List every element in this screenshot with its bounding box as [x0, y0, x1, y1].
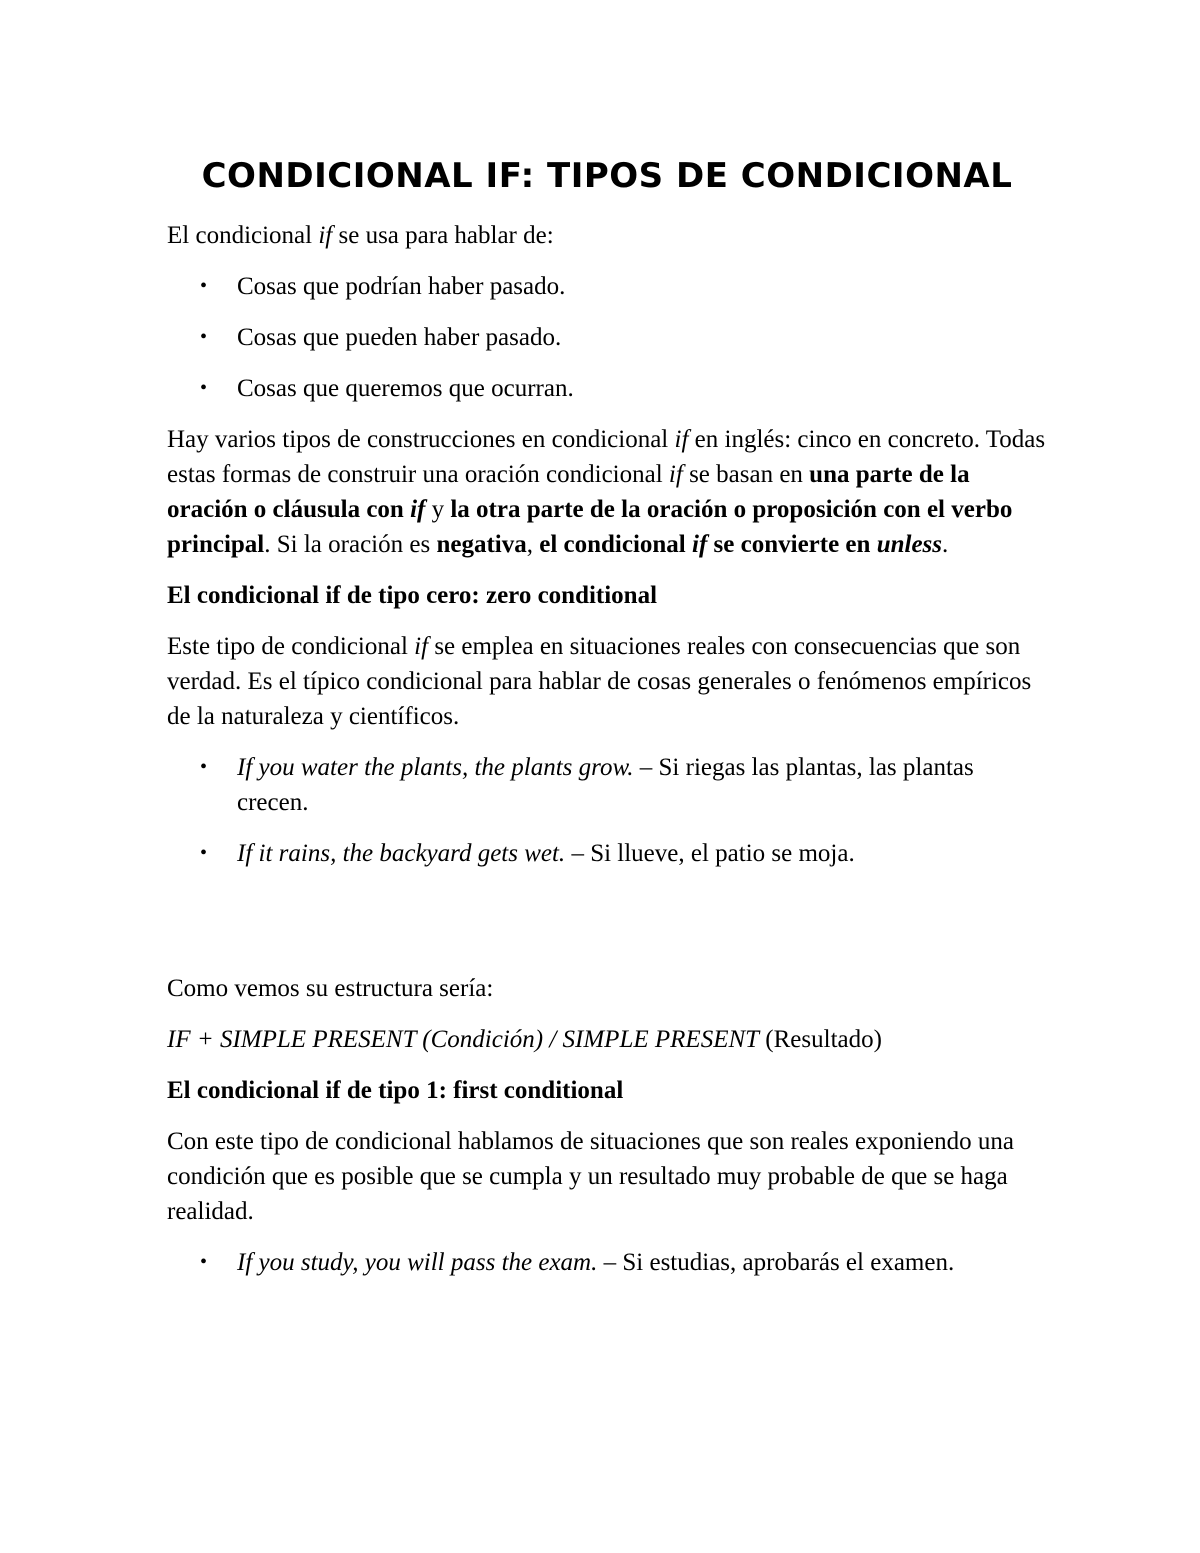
bullet-icon: •: [200, 377, 208, 399]
structure-formula: IF + SIMPLE PRESENT (Condición) / SIMPLE PRESENT (Resultado): [167, 1026, 882, 1053]
intro-paragraph: El condicional if se usa para hablar de:: [167, 222, 554, 249]
bullet-icon: •: [200, 842, 208, 864]
first-conditional-description: Con este tipo de condicional hablamos de situaciones que son reales exponiendo una condición que es posible que se cumpla y un resultado muy probable de que se haga realidad.: [167, 1128, 1014, 1225]
list-item: • If it rains, the backyard gets wet. – Si llueve, el patio se moja.: [167, 836, 1047, 871]
zero-examples-list: [167, 750, 1047, 871]
first-examples-list: [167, 1245, 1047, 1280]
first-conditional-heading: El condicional if de tipo 1: first conditional: [167, 1077, 624, 1104]
structure-intro: Como vemos su estructura sería:: [167, 975, 494, 1002]
uses-list: [167, 269, 1047, 406]
bullet-icon: •: [200, 1251, 208, 1273]
types-paragraph: Hay varios tipos de construcciones en condicional if en inglés: cinco en concreto. Todas estas formas de construir una oración condicional if se basan en una parte de la oración o cláusula con if y la otra parte de la oración o proposición con el verbo principal. Si la oración es negativa, el condicional if se convierte en unless.: [167, 426, 1046, 558]
zero-conditional-description: Este tipo de condicional if se emplea en situaciones reales con consecuencias que son verdad. Es el típico condicional para hablar de cosas generales o fenómenos empíricos de la naturaleza y científicos.: [167, 633, 1032, 730]
list-item: • If you water the plants, the plants grow. – Si riegas las plantas, las plantas crecen.: [167, 750, 1047, 820]
blank-space: [167, 887, 1047, 971]
bullet-icon: •: [200, 275, 208, 297]
bullet-icon: •: [200, 756, 208, 778]
page-title: CONDICIONAL IF: TIPOS DE CONDICIONAL: [201, 156, 1013, 196]
bullet-icon: •: [200, 326, 208, 348]
list-item: • Cosas que pueden haber pasado.: [167, 320, 1047, 355]
document-content: [167, 148, 1047, 1296]
list-item: • Cosas que podrían haber pasado.: [167, 269, 1047, 304]
list-item: • If you study, you will pass the exam. – Si estudias, aprobarás el examen.: [167, 1245, 1047, 1280]
zero-conditional-heading: El condicional if de tipo cero: zero conditional: [167, 582, 658, 609]
list-item: • Cosas que queremos que ocurran.: [167, 371, 1047, 406]
